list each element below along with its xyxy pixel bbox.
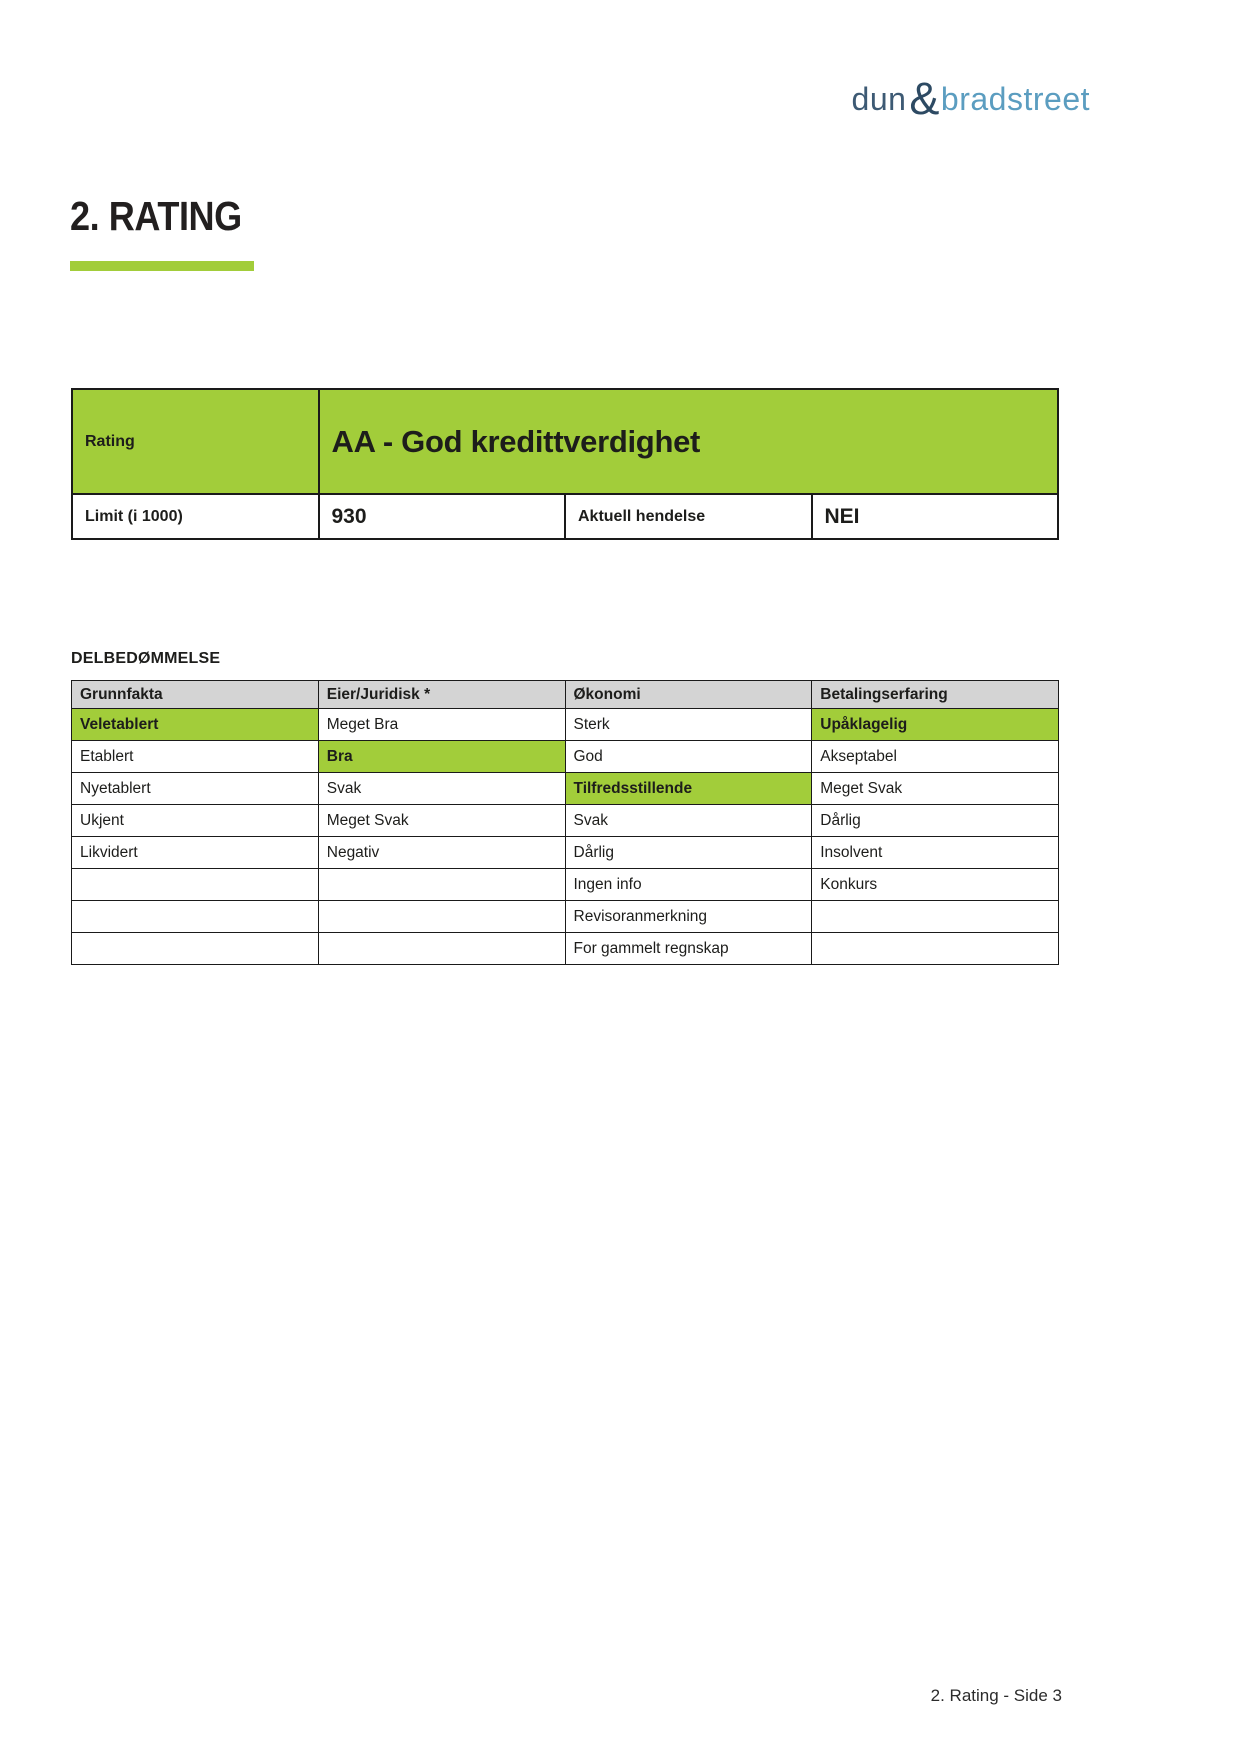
table-cell: God: [565, 741, 812, 773]
column-header: Eier/Juridisk *: [318, 681, 565, 709]
table-cell: [318, 901, 565, 933]
table-row: [72, 901, 1059, 933]
table-cell: Dårlig: [812, 805, 1059, 837]
event-value-cell: NEI: [812, 494, 1059, 539]
table-cell: Negativ: [318, 837, 565, 869]
column-header: Betalingserfaring: [812, 681, 1059, 709]
logo-text-dun: dun: [851, 81, 907, 117]
rating-value-cell: AA - God kredittverdighet: [319, 389, 1059, 494]
rating-main-row: [72, 389, 1058, 494]
table-cell: [318, 869, 565, 901]
table-cell: Tilfredsstillende: [565, 773, 812, 805]
table-cell: Konkurs: [812, 869, 1059, 901]
delbedommelse-table: [71, 680, 1059, 965]
table-cell: Akseptabel: [812, 741, 1059, 773]
table-cell: Meget Bra: [318, 709, 565, 741]
table-cell: Dårlig: [565, 837, 812, 869]
rating-table: [71, 388, 1059, 540]
event-label-cell: Aktuell hendelse: [565, 494, 812, 539]
delbedommelse-title: DELBEDØMMELSE: [71, 650, 221, 667]
table-row: [72, 773, 1059, 805]
limit-label-cell: Limit (i 1000): [72, 494, 319, 539]
table-row: [72, 709, 1059, 741]
table-row: [72, 933, 1059, 965]
rating-label-cell: Rating: [72, 389, 319, 494]
table-cell: For gammelt regnskap: [565, 933, 812, 965]
delbedommelse-header-row: [72, 681, 1059, 709]
column-header: Grunnfakta: [72, 681, 319, 709]
table-cell: Insolvent: [812, 837, 1059, 869]
table-cell: Nyetablert: [72, 773, 319, 805]
dun-bradstreet-logo: [851, 72, 1090, 124]
table-cell: Meget Svak: [318, 805, 565, 837]
table-row: [72, 869, 1059, 901]
table-row: [72, 805, 1059, 837]
page-footer: 2. Rating - Side 3: [930, 1686, 1062, 1705]
table-cell: Ingen info: [565, 869, 812, 901]
table-cell: Veletablert: [72, 709, 319, 741]
table-cell: Likvidert: [72, 837, 319, 869]
table-cell: Etablert: [72, 741, 319, 773]
table-cell: Upåklagelig: [812, 709, 1059, 741]
column-header: Økonomi: [565, 681, 812, 709]
table-cell: Meget Svak: [812, 773, 1059, 805]
delbedommelse-body: [72, 709, 1059, 965]
table-cell: Svak: [565, 805, 812, 837]
table-cell: [72, 869, 319, 901]
table-cell: Bra: [318, 741, 565, 773]
table-cell: [812, 933, 1059, 965]
table-cell: Ukjent: [72, 805, 319, 837]
rating-sub-row: [72, 494, 1058, 539]
table-cell: [812, 901, 1059, 933]
table-cell: Sterk: [565, 709, 812, 741]
page-title: 2. RATING: [70, 193, 242, 239]
logo-text-bradstreet: bradstreet: [940, 81, 1090, 117]
table-row: [72, 837, 1059, 869]
table-cell: [72, 901, 319, 933]
title-underline: [70, 261, 254, 271]
table-cell: Revisoranmerkning: [565, 901, 812, 933]
table-row: [72, 741, 1059, 773]
logo-ampersand-icon: &: [909, 73, 940, 124]
table-cell: [318, 933, 565, 965]
table-cell: Svak: [318, 773, 565, 805]
table-cell: [72, 933, 319, 965]
limit-value-cell: 930: [319, 494, 566, 539]
